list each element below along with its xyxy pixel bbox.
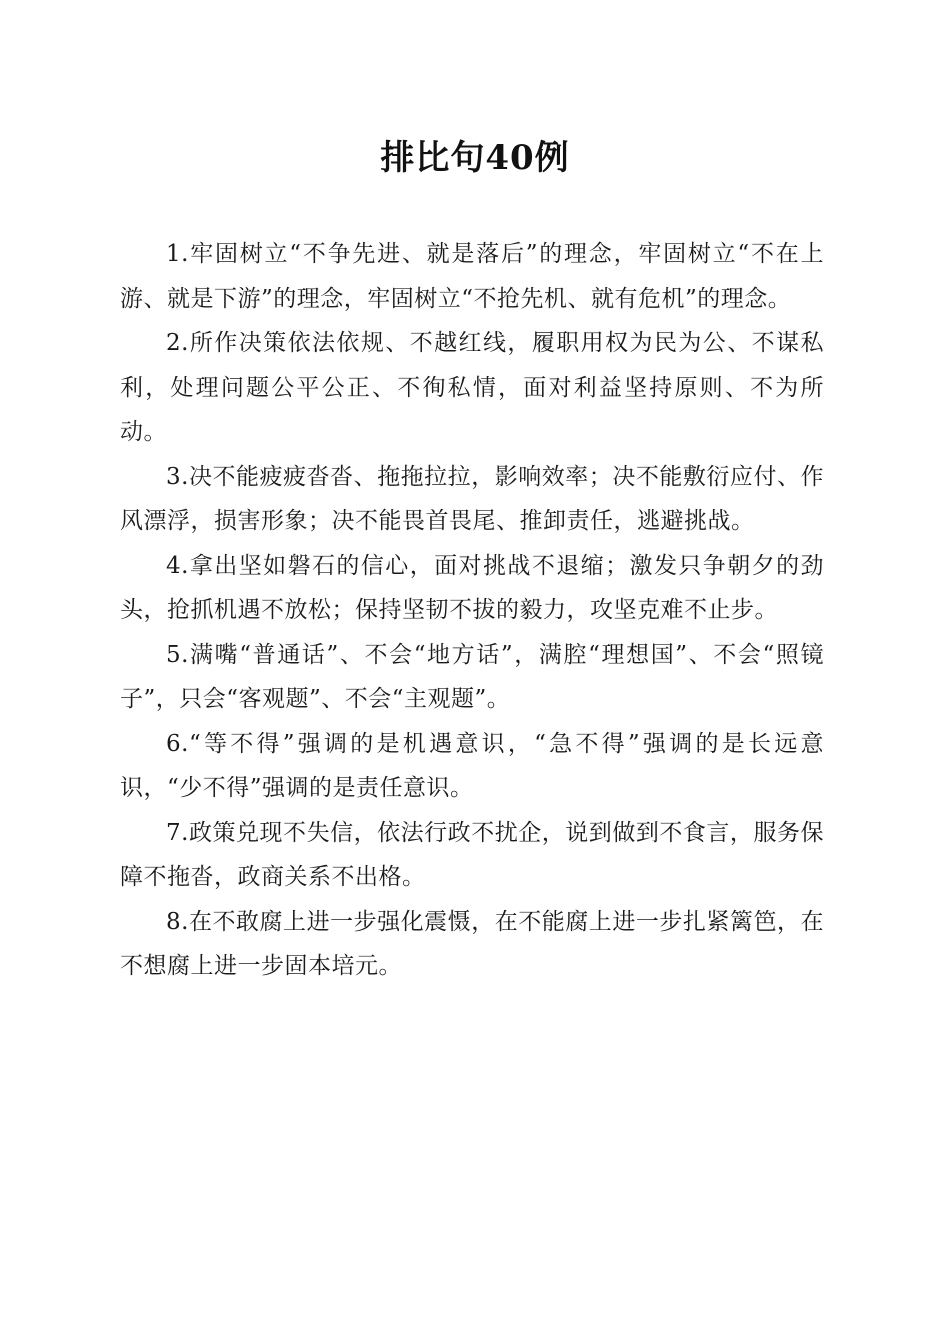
paragraph-6: 6.“等不得”强调的是机遇意识，“急不得”强调的是长远意识，“少不得”强调的是责任意识。	[120, 730, 824, 801]
paragraph-1: 1.牢固树立“不争先进、就是落后”的理念，牢固树立“不在上游、就是下游”的理念，牢固树立“不抢先机、就有危机”的理念。	[120, 241, 824, 312]
paragraph-2: 2.所作决策依法依规、不越红线，履职用权为民为公、不谋私利，处理问题公平公正、不徇私情，面对利益坚持原则、不为所动。	[120, 330, 824, 445]
paragraph-8: 8.在不敢腐上进一步强化震慑，在不能腐上进一步扎紧篱笆，在不想腐上进一步固本培元。	[120, 908, 824, 979]
paragraph-4: 4.拿出坚如磐石的信心，面对挑战不退缩；激发只争朝夕的劲头，抢抓机遇不放松；保持坚韧不拔的毅力，攻坚克难不止步。	[120, 552, 824, 623]
paragraph-7: 7.政策兑现不失信，依法行政不扰企，说到做到不食言，服务保障不拖沓，政商关系不出格。	[120, 819, 824, 890]
document-title: 排比句40例	[380, 138, 570, 178]
paragraph-5: 5.满嘴“普通话”、不会“地方话”，满腔“理想国”、不会“照镜子”，只会“客观题”、不会“主观题”。	[120, 641, 824, 712]
paragraph-3: 3.决不能疲疲沓沓、拖拖拉拉，影响效率；决不能敷衍应付、作风漂浮，损害形象；决不能畏首畏尾、推卸责任，逃避挑战。	[120, 463, 824, 534]
document-body	[120, 232, 824, 989]
